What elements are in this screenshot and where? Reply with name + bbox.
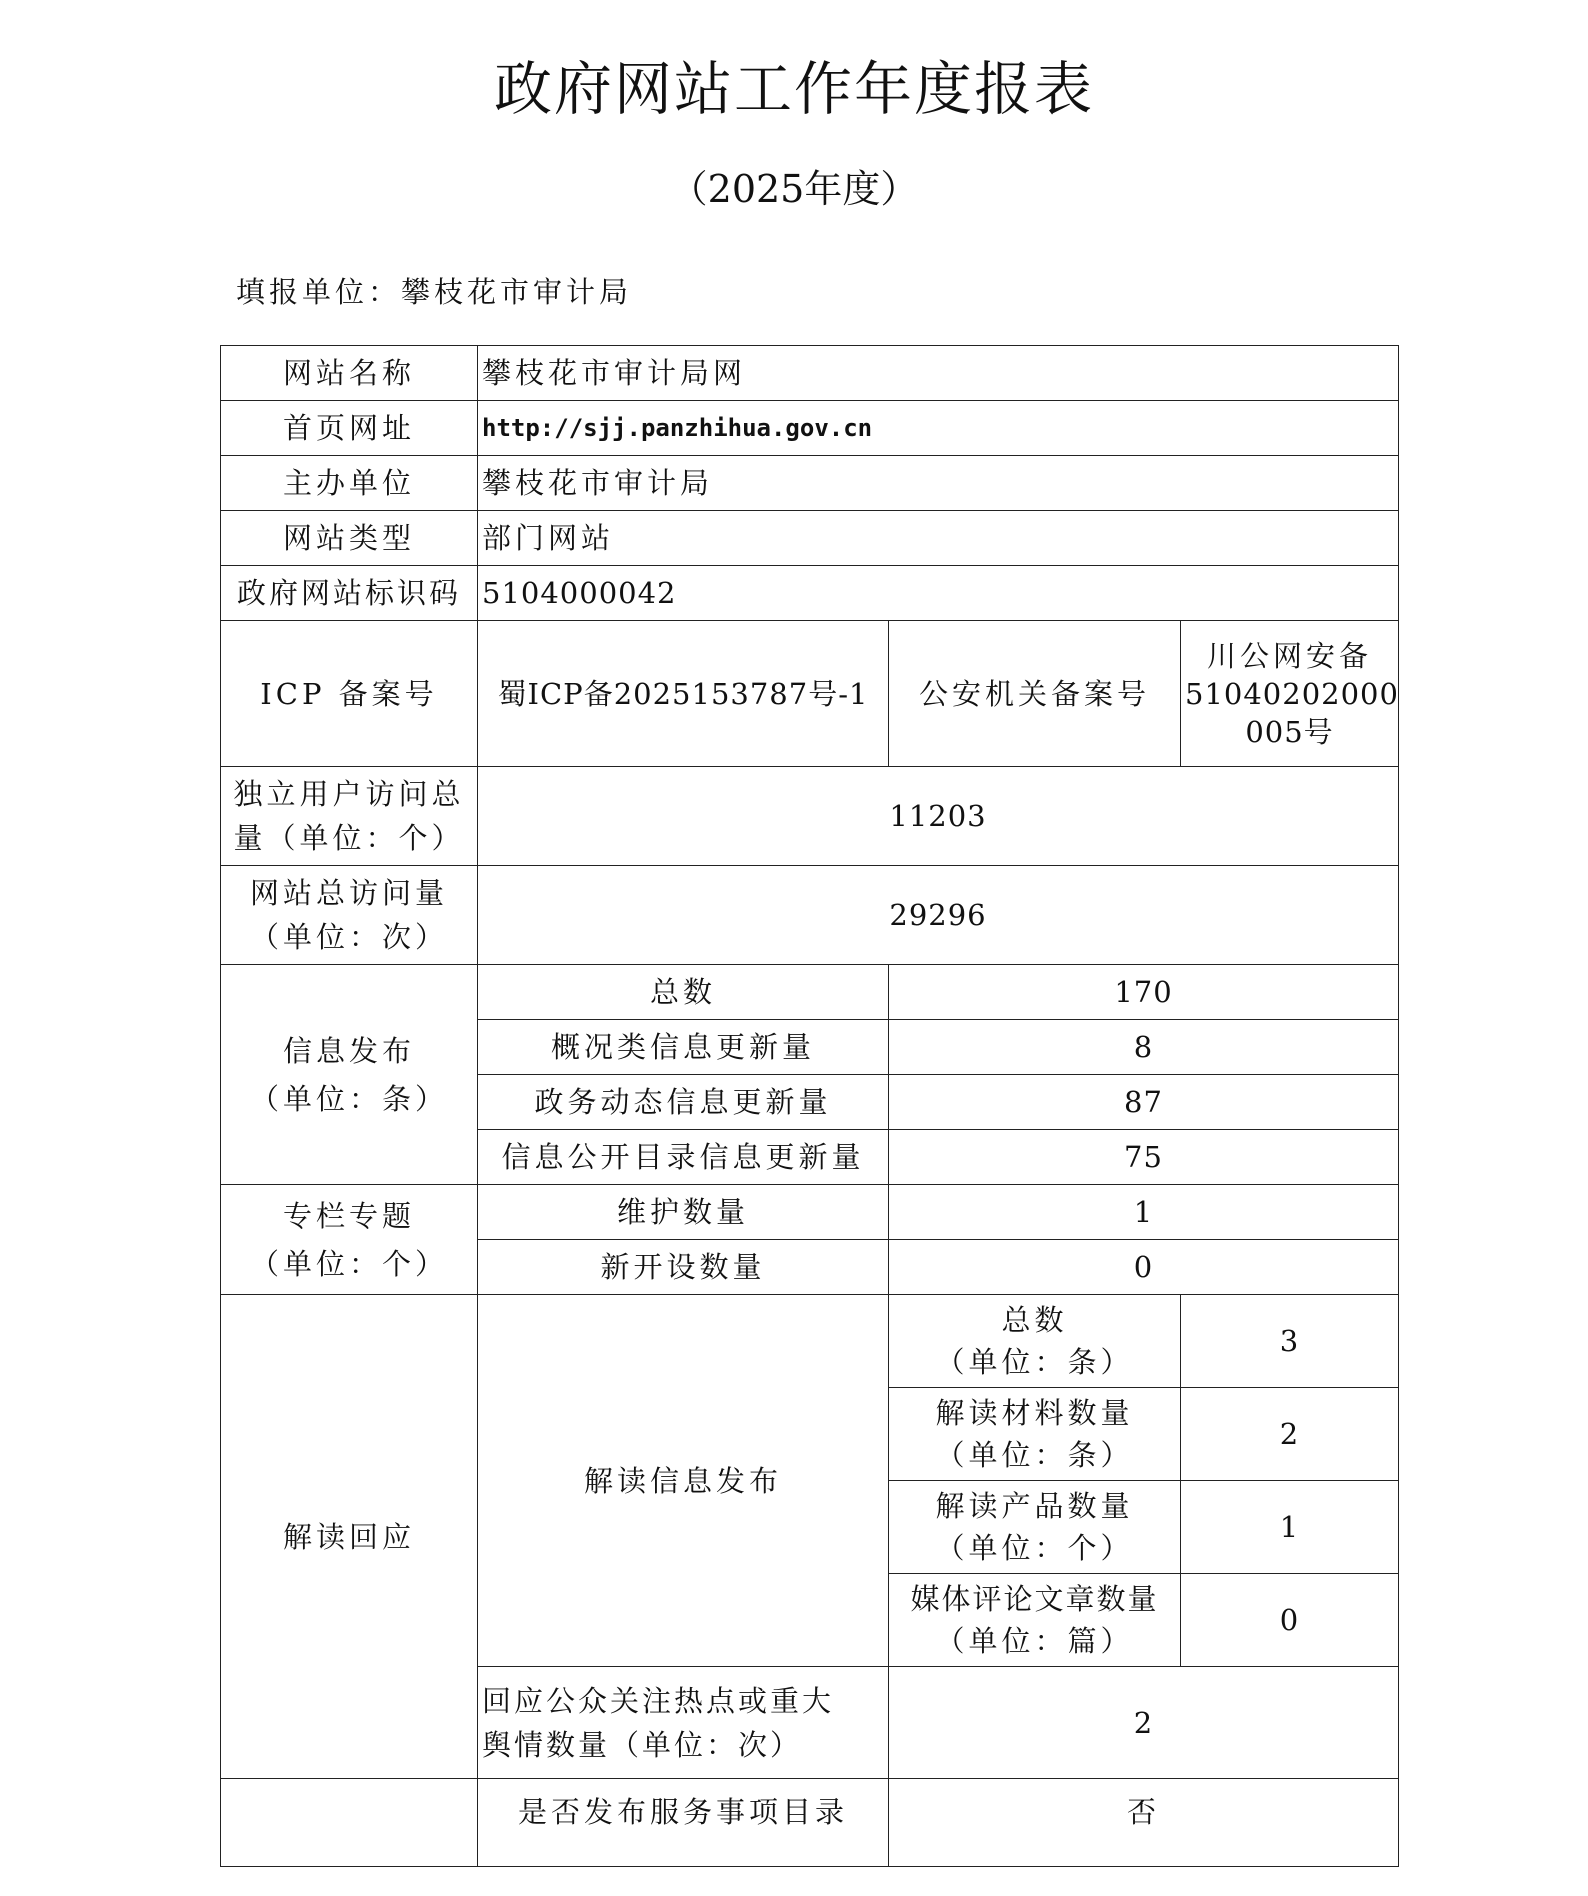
- total-visits-value: 29296: [478, 866, 1399, 965]
- report-year: （2025年度）: [669, 167, 919, 211]
- interpret-row-value: 3: [1181, 1295, 1399, 1388]
- interpret-row-value: 0: [1181, 1574, 1399, 1667]
- info-row-label: 概况类信息更新量: [478, 1020, 889, 1075]
- total-label-line1: 网站总访问量: [249, 876, 448, 910]
- total-visits-label: [221, 866, 478, 965]
- info-publish-line2: （单位：条）: [249, 1081, 448, 1116]
- unique-visits-label: [221, 767, 478, 866]
- interpret-row-value: 1: [1181, 1481, 1399, 1574]
- service-value: 否: [889, 1779, 1399, 1867]
- info-row-value: 8: [889, 1020, 1399, 1075]
- row-info-total: [221, 965, 1399, 1020]
- info-row-value: 75: [889, 1130, 1399, 1185]
- columns-row-value: 0: [889, 1240, 1399, 1295]
- homepage-label: 首页网址: [221, 401, 478, 456]
- row-id-code: [221, 566, 1399, 621]
- columns-row-label: 新开设数量: [478, 1240, 889, 1295]
- police-label: 公安机关备案号: [889, 621, 1181, 767]
- id-code-value: 5104000042: [478, 566, 1399, 621]
- police-line3: 005号: [1245, 714, 1334, 749]
- service-label: 是否发布服务事项目录: [478, 1779, 889, 1867]
- icp-value: 蜀ICP备2025153787号-1: [478, 621, 889, 767]
- interpret-publish-label: 解读信息发布: [478, 1295, 889, 1667]
- hotspot-line2: 舆情数量（单位：次）: [482, 1727, 803, 1762]
- info-row-value: 170: [889, 965, 1399, 1020]
- info-row-label: 政务动态信息更新量: [478, 1075, 889, 1130]
- hotspot-value: 2: [889, 1667, 1399, 1779]
- site-name-value: 攀枝花市审计局网: [478, 346, 1399, 401]
- columns-row-label: 维护数量: [478, 1185, 889, 1240]
- homepage-value: http://sjj.panzhihua.gov.cn: [478, 401, 1399, 456]
- row-unique-visits: [221, 767, 1399, 866]
- interpret-row-line2: （单位：篇）: [935, 1624, 1134, 1658]
- info-row-label: 总数: [478, 965, 889, 1020]
- police-line2: 51040202000: [1185, 676, 1399, 711]
- hotspot-line1: 回应公众关注热点或重大: [482, 1683, 835, 1718]
- interpret-row-line2: （单位：个）: [935, 1531, 1134, 1565]
- columns-line1: 专栏专题: [282, 1198, 415, 1233]
- police-line1: 川公网安备: [1207, 638, 1373, 673]
- id-code-label: 政府网站标识码: [221, 566, 478, 621]
- row-site-type: [221, 511, 1399, 566]
- interpret-label: 解读回应: [221, 1295, 478, 1779]
- row-columns-maintained: [221, 1185, 1399, 1240]
- row-sponsor: [221, 456, 1399, 511]
- row-icp: [221, 621, 1399, 767]
- columns-row-value: 1: [889, 1185, 1399, 1240]
- columns-label: [221, 1185, 478, 1295]
- site-name-label: 网站名称: [221, 346, 478, 401]
- sponsor-value: 攀枝花市审计局: [478, 456, 1399, 511]
- row-site-name: [221, 346, 1399, 401]
- info-row-value: 87: [889, 1075, 1399, 1130]
- unique-label-line1: 独立用户访问总: [233, 777, 465, 811]
- police-value: [1181, 621, 1399, 767]
- interpret-row-label: [889, 1574, 1181, 1667]
- site-type-value: 部门网站: [478, 511, 1399, 566]
- filler-unit: 填报单位：攀枝花市审计局: [236, 275, 633, 309]
- row-total-visits: [221, 866, 1399, 965]
- interpret-row-label: [889, 1295, 1181, 1388]
- icp-label: ICP 备案号: [221, 621, 478, 767]
- interpret-row-label: [889, 1388, 1181, 1481]
- row-homepage: [221, 401, 1399, 456]
- interpret-row-line2: （单位：条）: [935, 1438, 1134, 1472]
- unique-visits-value: 11203: [478, 767, 1399, 866]
- unique-label-line2: 量（单位：个）: [233, 821, 465, 855]
- interpret-row-line1: 解读材料数量: [935, 1396, 1134, 1430]
- interpret-row-line2: （单位：条）: [935, 1345, 1134, 1379]
- interpret-row-line1: 媒体评论文章数量: [910, 1582, 1159, 1616]
- total-label-line2: （单位：次）: [249, 920, 448, 954]
- info-publish-line1: 信息发布: [282, 1033, 415, 1068]
- interpret-row-label: [889, 1481, 1181, 1574]
- service-empty-cell: [221, 1779, 478, 1867]
- info-row-label: 信息公开目录信息更新量: [478, 1130, 889, 1185]
- columns-line2: （单位：个）: [249, 1246, 448, 1281]
- interpret-row-line1: 总数: [1001, 1303, 1068, 1337]
- interpret-row-line1: 解读产品数量: [935, 1489, 1134, 1523]
- row-interpret-total: [221, 1295, 1399, 1388]
- report-table: [220, 345, 1399, 1867]
- interpret-row-value: 2: [1181, 1388, 1399, 1481]
- hotspot-label: [478, 1667, 889, 1779]
- row-service: [221, 1779, 1399, 1867]
- site-type-label: 网站类型: [221, 511, 478, 566]
- report-title: 政府网站工作年度报表: [493, 55, 1094, 123]
- info-publish-label: [221, 965, 478, 1185]
- sponsor-label: 主办单位: [221, 456, 478, 511]
